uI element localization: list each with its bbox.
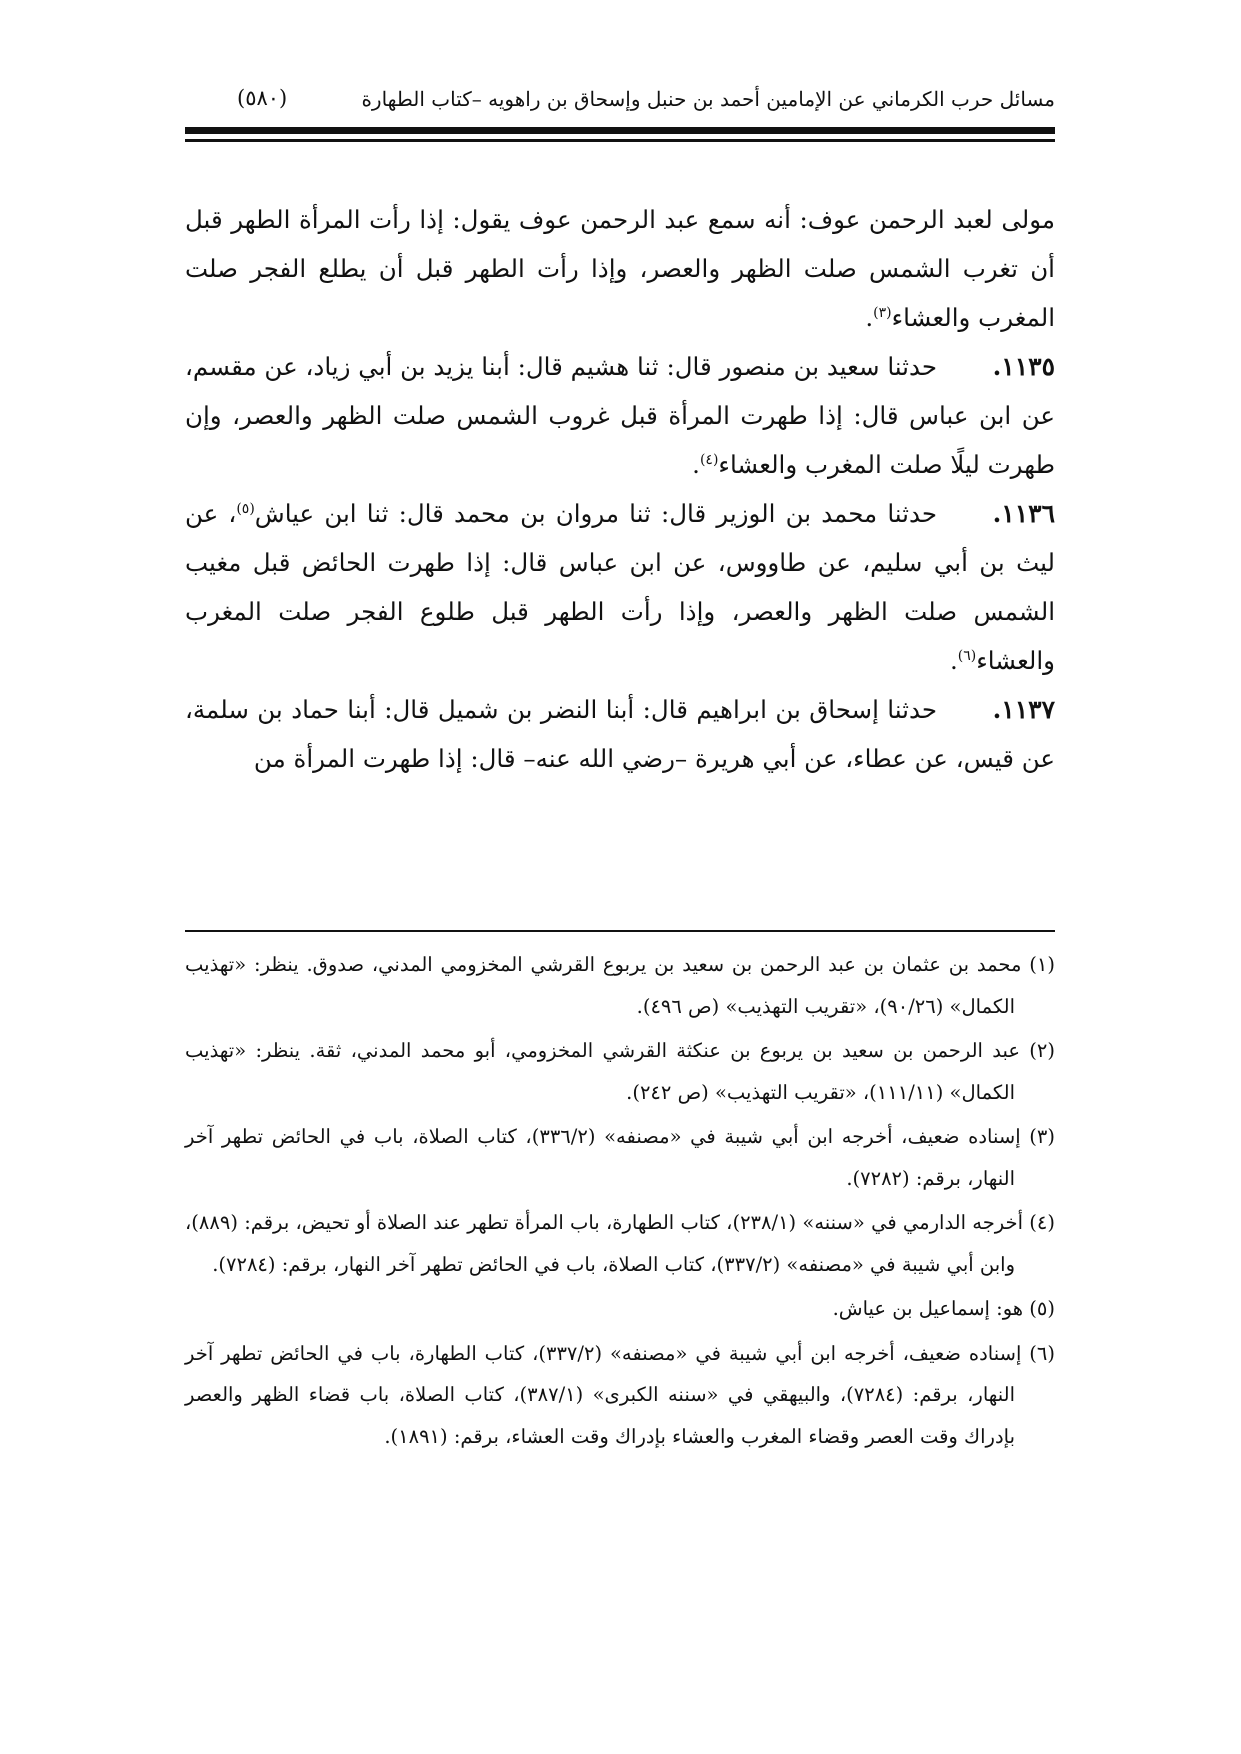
paragraph-text: حدثنا سعيد بن منصور قال: ثنا هشيم قال: أبنا يزيد بن أبي زياد، عن مقسم، عن ابن عباس قال: إذا طهرت المرأة قبل غروب الشمس صلت الظهر والعصر، وإن طهرت ليلًا صلت المغرب والعشاء xyxy=(185,352,1055,479)
header-title: مسائل حرب الكرماني عن الإمامين أحمد بن حنبل وإسحاق بن راهويه –كتاب الطهارة xyxy=(361,87,1055,111)
hadith-number: ١١٣٧. xyxy=(992,695,1055,724)
footnote-ref[interactable]: (٥) xyxy=(236,500,255,517)
hadith-paragraph-1135: ١١٣٥.حدثنا سعيد بن منصور قال: ثنا هشيم قال: أبنا يزيد بن أبي زياد، عن مقسم، عن ابن عباس قال: إذا طهرت المرأة قبل غروب الشمس صلت الظهر والعصر، وإن طهرت ليلًا صلت المغرب والعشاء$^{(٤)}$. xyxy=(185,342,1055,489)
header-rule-thick xyxy=(185,127,1055,134)
hadith-number: ١١٣٦. xyxy=(992,499,1055,528)
hadith-paragraph-1136: ١١٣٦.حدثنا محمد بن الوزير قال: ثنا مروان بن محمد قال: ثنا ابن عياش$^{(٥)}$، عن ليث بن أبي سليم، عن طاووس، عن ابن عباس قال: إذا طهرت الحائض قبل مغيب الشمس صلت الظهر والعصر، وإذا رأت الطهر قبل طلوع الفجر صلت المغرب والعشاء$^{(٦)}$. xyxy=(185,489,1055,685)
page-number: (٥٨٠) xyxy=(237,86,288,110)
footnote-ref[interactable]: (٤) xyxy=(699,451,719,468)
footnotes xyxy=(185,944,1055,1460)
footnote-3: (٣) إسناده ضعيف، أخرجه ابن أبي شيبة في «مصنفه» (٣٣٦/٢)، كتاب الصلاة، باب في الحائض تطهر آخر النهار، برقم: (٧٢٨٢). xyxy=(185,1125,1055,1190)
header-rule-thin xyxy=(185,139,1055,142)
continuation-paragraph: مولى لعبد الرحمن عوف: أنه سمع عبد الرحمن عوف يقول: إذا رأت المرأة الطهر قبل أن تغرب الشمس صلت الظهر والعصر، وإذا رأت الطهر قبل أن يطلع الفجر صلت المغرب والعشاء$^{(٣)}$. xyxy=(185,205,1055,332)
paragraph-text: حدثنا إسحاق بن ابراهيم قال: أبنا النضر بن شميل قال: أبنا حماد بن سلمة، عن قيس، عن عطاء، عن أبي هريرة –رضي الله عنه– قال: إذا طهرت المرأة من xyxy=(185,695,1055,773)
footnote-1: (١) محمد بن عثمان بن عبد الرحمن بن سعيد بن يربوع القرشي المخزومي المدني، صدوق. ينظر: «تهذيب الكمال» (٩٠/٢٦)، «تقريب التهذيب» (ص ٤٩٦). xyxy=(185,953,1055,1018)
footnote-ref[interactable]: (٣) xyxy=(873,304,892,321)
hadith-number: ١١٣٥. xyxy=(992,352,1055,381)
paragraph-text: حدثنا محمد بن الوزير قال: ثنا مروان بن محمد قال: ثنا ابن عياش xyxy=(254,499,937,528)
hadith-paragraph-1137 xyxy=(185,685,1055,783)
footnote-separator xyxy=(185,930,1055,932)
footnote-4: (٤) أخرجه الدارمي في «سننه» (٢٣٨/١)، كتاب الطهارة، باب المرأة تطهر عند الصلاة أو تحيض، برقم: (٨٨٩)، وابن أبي شيبة في «مصنفه» (٣٣٧/٢)، كتاب الصلاة، باب في الحائض تطهر آخر النهار، برقم: (٧٢٨٤). xyxy=(185,1211,1055,1276)
running-header xyxy=(185,83,1055,123)
paragraph-text: ، عن ليث بن أبي سليم، عن طاووس، عن ابن عباس قال: إذا طهرت الحائض قبل مغيب الشمس صلت الظهر والعصر، وإذا رأت الطهر قبل طلوع الفجر صلت المغرب والعشاء xyxy=(185,499,1055,675)
footnote-5: (٥) هو: إسماعيل بن عياش. xyxy=(832,1297,1055,1320)
main-text xyxy=(185,195,1055,783)
footnote-ref[interactable]: (٦) xyxy=(957,647,977,664)
footnote-2: (٢) عبد الرحمن بن سعيد بن يربوع بن عنكثة القرشي المخزومي، أبو محمد المدني، ثقة. ينظر: «تهذيب الكمال» (١١١/١١)، «تقريب التهذيب» (ص ٢٤٢). xyxy=(185,1039,1055,1104)
paragraph-text: مولى لعبد الرحمن عوف: أنه سمع عبد الرحمن عوف يقول: إذا رأت المرأة الطهر قبل أن تغرب الشمس صلت الظهر والعصر، وإذا رأت الطهر قبل أن يطلع الفجر صلت المغرب والعشاء xyxy=(185,205,1055,332)
footnote-6: (٦) إسناده ضعيف، أخرجه ابن أبي شيبة في «مصنفه» (٣٣٧/٢)، كتاب الطهارة، باب في الحائض تطهر آخر النهار، برقم: (٧٢٨٤)، والبيهقي في «سننه الكبرى» (٣٨٧/١)، كتاب الصلاة، باب قضاء الظهر والعصر بإدراك وقت العصر وقضاء المغرب والعشاء بإدراك وقت العشاء، برقم: (١٨٩١). xyxy=(185,1341,1055,1448)
